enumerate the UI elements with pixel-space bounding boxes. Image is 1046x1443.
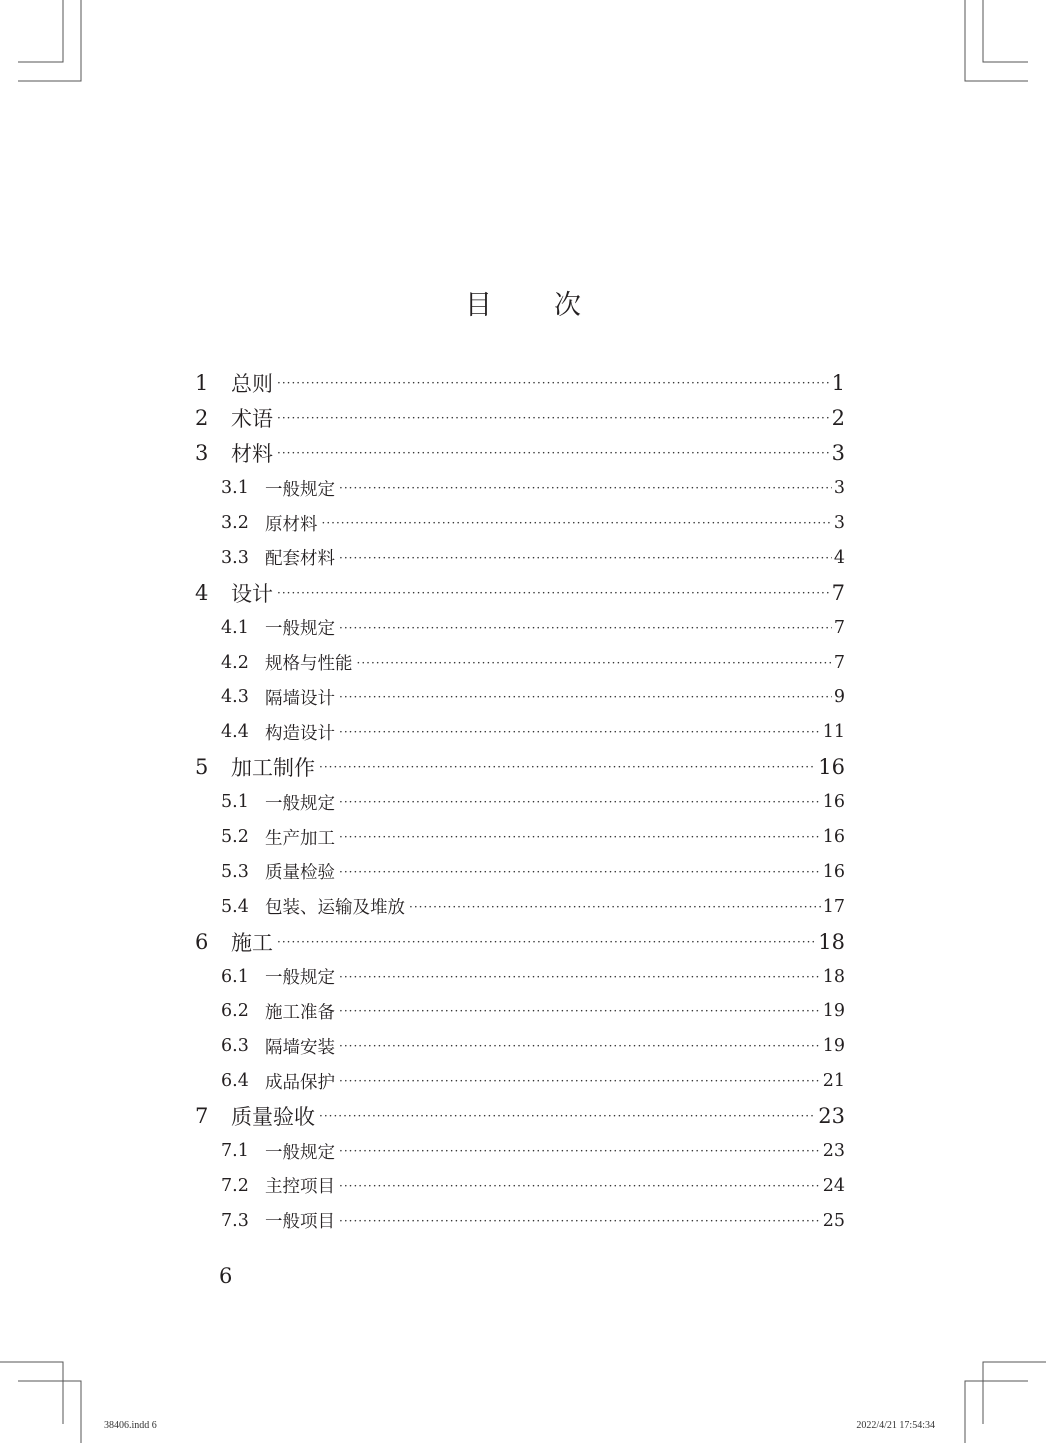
toc-entry-page: 16 <box>822 827 845 848</box>
toc-entry[interactable] <box>195 1064 845 1099</box>
toc-entry-label: 隔墙安装 <box>265 1037 335 1058</box>
toc-entry-page: 18 <box>822 966 845 987</box>
toc-entry[interactable] <box>195 1134 845 1169</box>
title-char: 目 <box>465 290 492 321</box>
toc-entry[interactable] <box>195 471 845 506</box>
toc-entry-number: 6 <box>195 929 209 954</box>
toc-entry-label: 包装、运输及堆放 <box>265 898 405 919</box>
toc-entry-page: 4 <box>833 547 845 568</box>
page-title <box>0 283 1046 322</box>
toc-entry-label: 总则 <box>231 372 273 397</box>
toc-entry-number: 6.3 <box>221 1036 249 1057</box>
toc-entry-label: 成品保护 <box>265 1072 335 1093</box>
toc-entry[interactable] <box>195 680 845 715</box>
toc-entry-page: 23 <box>822 1141 845 1162</box>
leader-dots <box>322 516 832 530</box>
toc-entry-label: 一般规定 <box>265 793 335 814</box>
toc-entry-number: 2 <box>195 406 209 431</box>
slug-filename: 38406.indd 6 <box>104 1420 157 1431</box>
toc-entry-number: 4.3 <box>221 687 249 708</box>
toc-entry-number: 4.4 <box>221 722 249 743</box>
toc-entry-label: 质量检验 <box>265 863 335 884</box>
toc-entry-number: 6.2 <box>221 1001 249 1022</box>
toc-entry-number: 7.3 <box>221 1210 249 1231</box>
toc-entry-label: 施工 <box>231 930 273 955</box>
toc-entry-page: 23 <box>818 1104 845 1129</box>
toc-entry-number: 3.2 <box>221 513 249 533</box>
toc-entry-page: 1 <box>831 371 845 396</box>
toc-entry-page: 16 <box>822 792 845 813</box>
toc-entry[interactable] <box>195 1099 845 1134</box>
toc-entry-page: 24 <box>822 1175 845 1196</box>
toc-entry-number: 3.3 <box>221 547 249 568</box>
toc-entry-page: 3 <box>831 441 845 466</box>
toc-entry-label: 主控项目 <box>265 1177 335 1198</box>
toc-entry-page: 2 <box>831 406 845 431</box>
toc-entry-number: 7.1 <box>221 1141 249 1162</box>
toc-entry[interactable] <box>195 994 845 1029</box>
toc-entry-label: 一般规定 <box>265 619 335 640</box>
toc-entry-page: 17 <box>822 896 845 917</box>
slug-datetime: 2022/4/21 17:54:34 <box>856 1420 935 1431</box>
leader-dots <box>339 865 821 879</box>
toc-entry[interactable] <box>195 854 845 889</box>
leader-dots <box>339 621 832 635</box>
leader-dots <box>339 1214 821 1228</box>
page-number: 6 <box>219 1264 233 1288</box>
toc-entry-page: 19 <box>822 1036 845 1057</box>
leader-dots <box>339 481 832 495</box>
toc-entry-number: 3.1 <box>221 478 249 499</box>
toc-entry-page: 7 <box>831 580 845 605</box>
leader-dots <box>339 795 821 809</box>
toc-entry-number: 6.4 <box>221 1071 249 1092</box>
toc-entry-label: 设计 <box>231 581 273 606</box>
toc-entry[interactable] <box>195 645 845 680</box>
leader-dots <box>319 760 816 774</box>
leader-dots <box>339 1179 821 1193</box>
leader-dots <box>357 656 832 670</box>
toc-entry[interactable] <box>195 506 845 541</box>
toc-entry-page: 11 <box>822 722 845 743</box>
toc-entry[interactable] <box>195 750 845 785</box>
toc-entry-number: 4.2 <box>221 652 249 673</box>
toc-entry-label: 施工准备 <box>265 1002 335 1023</box>
toc-entry-number: 5.1 <box>221 792 249 813</box>
toc-entry-label: 生产加工 <box>265 828 335 849</box>
toc-entry-number: 3 <box>195 441 209 466</box>
toc-entry-label: 质量验收 <box>231 1105 315 1130</box>
toc-entry[interactable] <box>195 924 845 959</box>
toc-entry-number: 7.2 <box>221 1175 249 1196</box>
leader-dots <box>319 1109 816 1123</box>
toc-entry-page: 18 <box>818 929 845 954</box>
toc-entry-number: 5.4 <box>221 896 249 917</box>
leader-dots <box>339 1039 821 1053</box>
toc-entry-label: 一般规定 <box>265 968 335 989</box>
toc-entry-page: 7 <box>833 617 845 638</box>
toc-entry-page: 19 <box>822 1001 845 1022</box>
toc-entry[interactable] <box>195 820 845 855</box>
toc-entry-page: 9 <box>833 687 845 708</box>
leader-dots <box>277 446 830 460</box>
toc-entry[interactable] <box>195 785 845 820</box>
toc-entry[interactable] <box>195 401 845 436</box>
toc-entry[interactable] <box>195 1203 845 1238</box>
leader-dots <box>339 1004 821 1018</box>
table-of-contents <box>195 366 845 1238</box>
toc-entry-page: 7 <box>833 652 845 673</box>
toc-entry-number: 5.3 <box>221 861 249 882</box>
toc-entry-label: 加工制作 <box>231 756 315 781</box>
toc-entry-label: 隔墙设计 <box>265 688 335 709</box>
toc-entry-label: 一般项目 <box>265 1212 335 1233</box>
toc-entry-label: 一般规定 <box>265 479 335 500</box>
leader-dots <box>339 830 821 844</box>
toc-entry[interactable] <box>195 715 845 750</box>
toc-entry-number: 7 <box>195 1104 209 1129</box>
toc-entry-number: 6.1 <box>221 966 249 987</box>
toc-entry-label: 材料 <box>231 442 273 467</box>
leader-dots <box>339 725 821 739</box>
leader-dots <box>339 1144 821 1158</box>
toc-entry-label: 术语 <box>231 407 273 432</box>
leader-dots <box>277 586 830 600</box>
toc-entry-number: 4 <box>195 580 209 605</box>
toc-entry[interactable] <box>195 540 845 575</box>
leader-dots <box>339 551 832 565</box>
title-char: 次 <box>554 290 581 321</box>
toc-entry[interactable] <box>195 610 845 645</box>
toc-entry-label: 原材料 <box>265 514 318 535</box>
toc-entry-label: 规格与性能 <box>265 654 353 675</box>
toc-entry-label: 构造设计 <box>265 723 335 744</box>
toc-entry-number: 4.1 <box>221 617 249 638</box>
toc-entry-page: 21 <box>822 1071 845 1092</box>
toc-entry-number: 5 <box>195 755 209 780</box>
toc-entry-page: 16 <box>822 861 845 882</box>
toc-entry[interactable] <box>195 959 845 994</box>
leader-dots <box>339 690 832 704</box>
toc-entry-page: 25 <box>822 1210 845 1231</box>
toc-entry[interactable] <box>195 1029 845 1064</box>
toc-entry-number: 1 <box>195 371 209 396</box>
toc-entry-page: 3 <box>833 513 845 533</box>
toc-entry-page: 3 <box>833 478 845 499</box>
toc-entry-label: 配套材料 <box>265 549 335 570</box>
toc-entry[interactable] <box>195 889 845 924</box>
toc-entry[interactable] <box>195 366 845 401</box>
leader-dots <box>277 411 830 425</box>
toc-entry[interactable] <box>195 436 845 471</box>
leader-dots <box>339 1074 821 1088</box>
toc-entry-page: 16 <box>818 755 845 780</box>
toc-entry[interactable] <box>195 575 845 610</box>
toc-entry-label: 一般规定 <box>265 1142 335 1163</box>
leader-dots <box>277 935 816 949</box>
leader-dots <box>339 970 821 984</box>
leader-dots <box>409 900 821 914</box>
toc-entry-number: 5.2 <box>221 827 249 848</box>
leader-dots <box>277 376 830 390</box>
toc-entry[interactable] <box>195 1168 845 1203</box>
